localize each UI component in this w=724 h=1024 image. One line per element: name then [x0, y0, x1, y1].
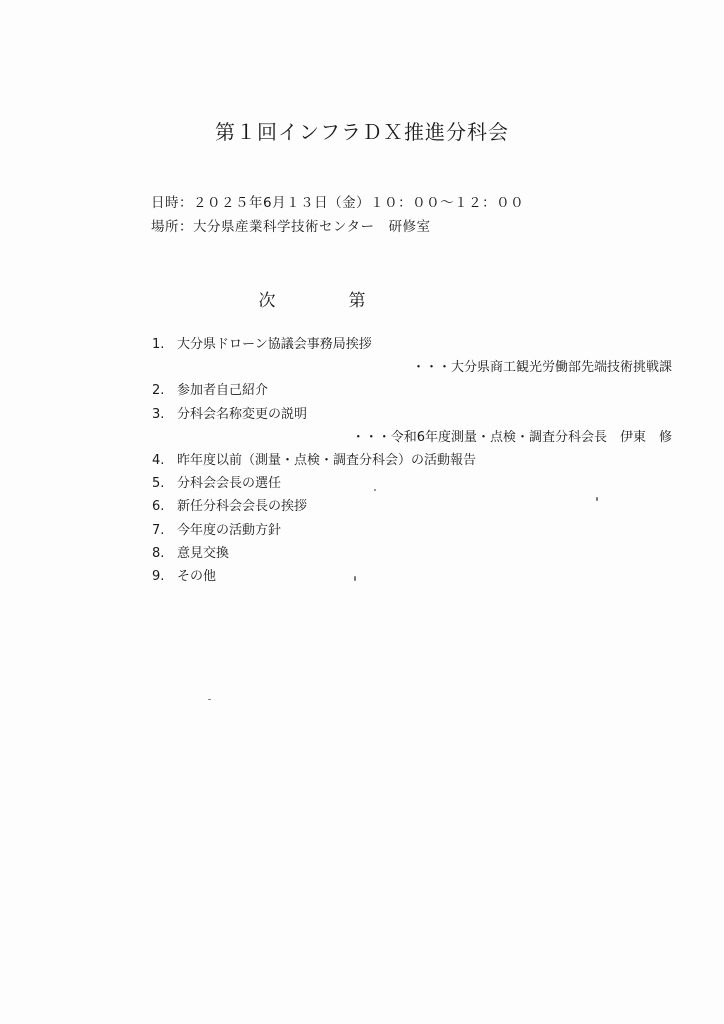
agenda-heading: 次 第	[258, 291, 394, 311]
agenda-item-4	[152, 449, 672, 472]
agenda-item-6	[152, 495, 672, 518]
meeting-place: 場所：大分県産業科学技術センター 研修室	[151, 219, 431, 235]
agenda-item-2	[152, 379, 672, 402]
agenda-item-text: 今年度の活動方針	[177, 522, 282, 538]
document-title: 第１回インフラＤＸ推進分科会	[215, 120, 509, 144]
agenda-item-9	[152, 565, 672, 588]
agenda-item-number: 4.	[152, 452, 165, 468]
agenda-item-text: 大分県ドローン協議会事務局挨拶	[177, 337, 372, 352]
agenda-presenter-text: ・・・令和6年度測量・点検・調査分科会長 伊東 修	[351, 429, 672, 445]
agenda-item-number: 3.	[152, 406, 165, 422]
agenda-item-text: 分科会名称変更の説明	[177, 406, 308, 422]
agenda-item-1-presenter	[152, 356, 672, 379]
agenda-item-number: 6.	[152, 499, 165, 515]
agenda-item-text: 昨年度以前（測量・点検・調査分科会）の活動報告	[177, 452, 477, 468]
agenda-item-text: その他	[177, 568, 217, 584]
agenda-item-number: 7.	[152, 522, 165, 538]
agenda-item-text: 参加者自己紹介	[177, 383, 269, 399]
agenda-item-number: 1.	[152, 337, 165, 352]
meeting-date: 日時：２０２５年6月１３日（金）１０：００〜１２：００	[151, 195, 525, 211]
agenda-item-text: 新任分科会会長の挨拶	[177, 499, 308, 515]
agenda-list	[152, 333, 672, 588]
agenda-presenter-text: ・・・大分県商工観光労働部先端技術挑戦課	[411, 360, 672, 376]
agenda-item-5	[152, 472, 672, 495]
scan-speck	[354, 576, 356, 581]
agenda-item-number: 2.	[152, 383, 165, 399]
agenda-item-number: 9.	[152, 568, 165, 584]
scan-speck	[208, 699, 211, 700]
agenda-item-number: 5.	[152, 476, 165, 492]
agenda-item-text: 分科会会長の選任	[177, 476, 282, 492]
agenda-item-text: 意見交換	[177, 545, 230, 561]
scan-speck	[374, 489, 376, 491]
agenda-item-7	[152, 519, 672, 542]
agenda-item-3-presenter	[152, 426, 672, 449]
scan-speck	[596, 497, 598, 501]
agenda-item-3	[152, 403, 672, 426]
agenda-item-8	[152, 542, 672, 565]
agenda-item-number: 8.	[152, 545, 165, 561]
agenda-item-1	[152, 333, 672, 356]
